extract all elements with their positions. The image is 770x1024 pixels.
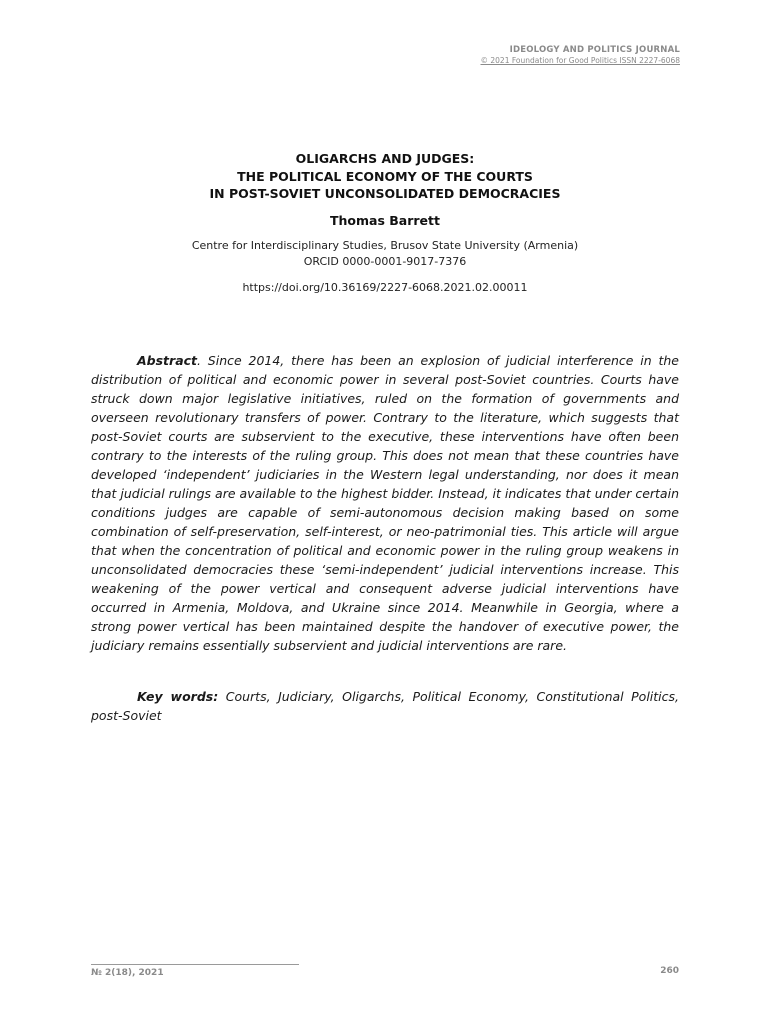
abstract-label: Abstract <box>137 353 198 368</box>
page-number: 260 <box>660 966 679 976</box>
running-head <box>481 45 681 66</box>
title-block <box>90 150 680 296</box>
affiliation-text: Centre for Interdisciplinary Studies, Brusov State University (Armenia) <box>191 238 579 252</box>
issue-number: № 2(18), 2021 <box>91 968 164 978</box>
copyright-link[interactable]: © 2021 Foundation for Good Politics ISSN 2227-6068 <box>480 56 680 65</box>
orcid: ORCID 0000-0001-9017-7376 <box>303 254 467 268</box>
footer-divider <box>91 964 299 965</box>
keywords-text: Courts, Judiciary, Oligarchs, Political Economy, Constitutional Politics, post-Soviet <box>91 689 680 723</box>
affiliation <box>90 238 680 270</box>
article-title-line-1: OLIGARCHS AND JUDGES: <box>295 151 475 166</box>
abstract <box>91 351 679 655</box>
article-title-line-3: IN POST-SOVIET UNCONSOLIDATED DEMOCRACIES <box>209 186 561 201</box>
article-title-line-2: THE POLITICAL ECONOMY OF THE COURTS <box>237 168 533 184</box>
abstract-text: . Since 2014, there has been an explosion of judicial interference in the distribution of political and economic power in several post-Soviet countries. Courts have struck down major legislative initiatives, ruled on the formation of governments and overseen revolutionary transfers of power. Contrary to the literature, which suggests that post-Soviet courts are subservient to the executive, these interventions have often been contrary to the interests of the ruling group. This does not mean that these countries have developed ‘independent’ judiciaries in the Western legal understanding, nor does it mean that judicial rulings are available to the highest bidder. Instead, it indicates that under certain conditions judges are capable of semi-autonomous decision making based on some combination of self-preservation, self-interest, or neo-patrimonial ties. This article will argue that when the concentration of political and economic power in the ruling group weakens in unconsolidated democracies these ‘semi-independent’ judicial interventions increase. This weakening of the power vertical and consequent adverse judicial interventions have occurred in Armenia, Moldova, and Ukraine since 2014. Meanwhile in Georgia, where a strong power vertical has been maintained despite the handover of executive power, the judiciary remains essentially subservient and judicial interventions are rare. <box>91 353 679 653</box>
keywords <box>91 687 679 725</box>
keywords-label: Key words: <box>137 689 219 704</box>
author-name: Thomas Barrett <box>330 212 440 228</box>
doi-link[interactable]: https://doi.org/10.36169/2227-6068.2021.02.00011 <box>242 280 528 294</box>
journal-name: IDEOLOGY AND POLITICS JOURNAL <box>509 45 680 55</box>
